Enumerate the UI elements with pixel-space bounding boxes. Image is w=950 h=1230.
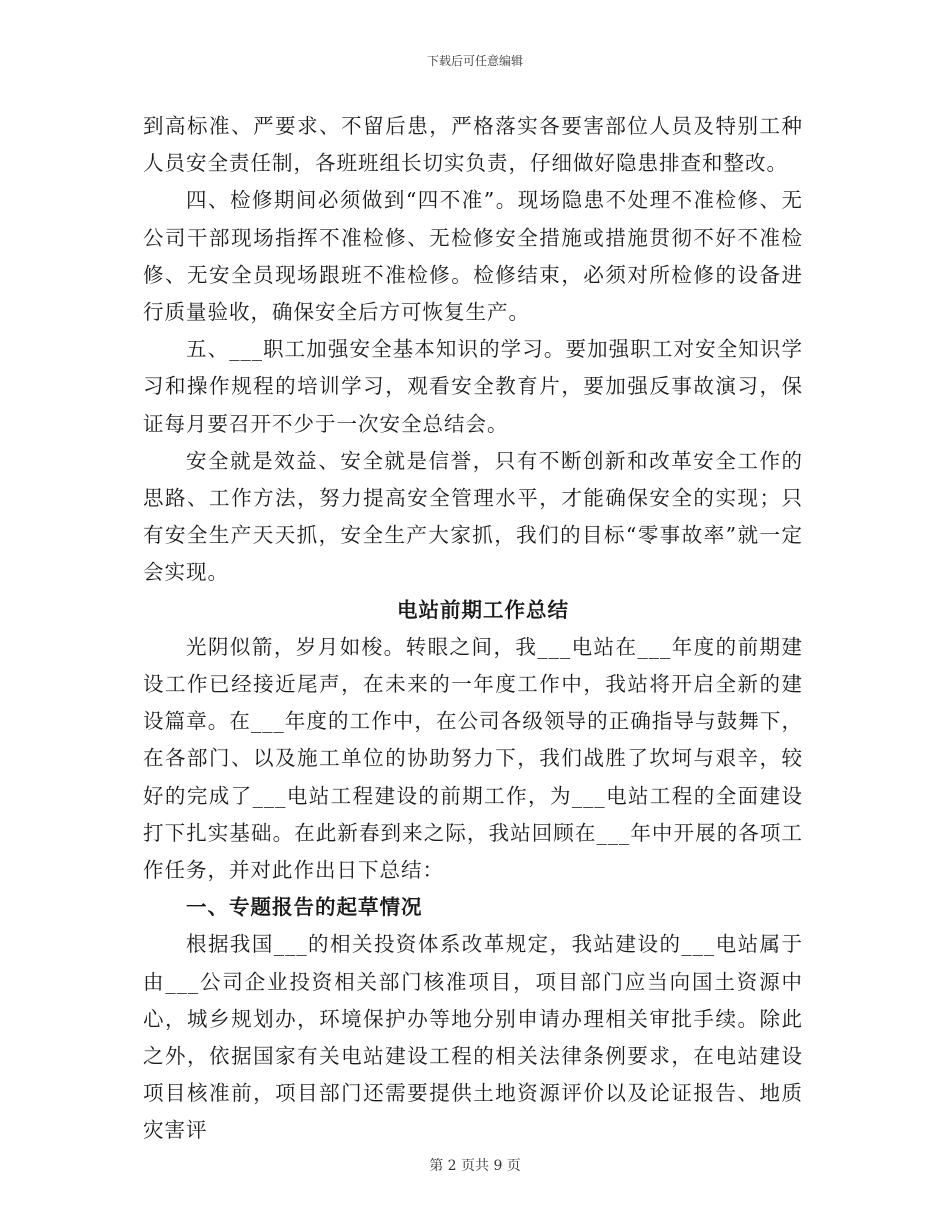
document-body (143, 108, 803, 1150)
page-footer: 第 2 页共 9 页 (429, 1158, 521, 1174)
paragraph-section-one: 根据我国___的相关投资体系改革规定，我站建设的___电站属于由___公司企业投资相关部门核准项目，项目部门应当向国土资源中心，城乡规划办，环境保护办等地分别申请办理相关审批手续。除此之外，依据国家有关电站建设工程的相关法律条例要求，在电站建设项目核准前，项目部门还需要提供土地资源评价以及论证报告、地质灾害评 (143, 932, 803, 1143)
paragraph-item-five: 五、___职工加强安全基本知识的学习。要加强职工对安全知识学习和操作规程的培训学习，观看安全教育片，要加强反事故演习，保证每月要召开不少于一次安全总结会。 (143, 337, 803, 436)
paragraph-intro: 光阴似箭，岁月如梭。转眼之间，我___电站在___年度的前期建设工作已经接近尾声，在未来的一年度工作中，我站将开启全新的建设篇章。在___年度的工作中，在公司各级领导的正确指导与鼓舞下，在各部门、以及施工单位的协助努力下，我们战胜了坎坷与艰辛，较好的完成了___电站工程建设的前期工作，为___电站工程的全面建设打下扎实基础。在此新春到来之际，我站回顾在___年中开展的各项工作任务，并对此作出日下总结： (143, 634, 803, 883)
paragraph-item-four: 四、检修期间必须做到“四不准”。现场隐患不处理不准检修、无公司干部现场指挥不准检修、无检修安全措施或措施贯彻不好不准检修、无安全员现场跟班不准检修。检修结束，必须对所检修的设备进行质量验收，确保安全后方可恢复生产。 (143, 188, 803, 325)
page-header: 下载后可任意编辑 (426, 54, 523, 68)
paragraph-continuation: 到高标准、严要求、不留后患，严格落实各要害部位人员及特别工种人员安全责任制，各班班组长切实负责，仔细做好隐患排查和整改。 (143, 114, 803, 176)
paragraph-conclusion: 安全就是效益、安全就是信誉，只有不断创新和改革安全工作的思路、工作方法，努力提高安全管理水平，才能确保安全的实现；只有安全生产天天抓，安全生产大家抓，我们的目标“零事故率”就一定会实现。 (143, 448, 803, 585)
document-title: 电站前期工作总结 (397, 597, 569, 622)
section-heading: 一、专题报告的起草情况 (186, 895, 423, 920)
